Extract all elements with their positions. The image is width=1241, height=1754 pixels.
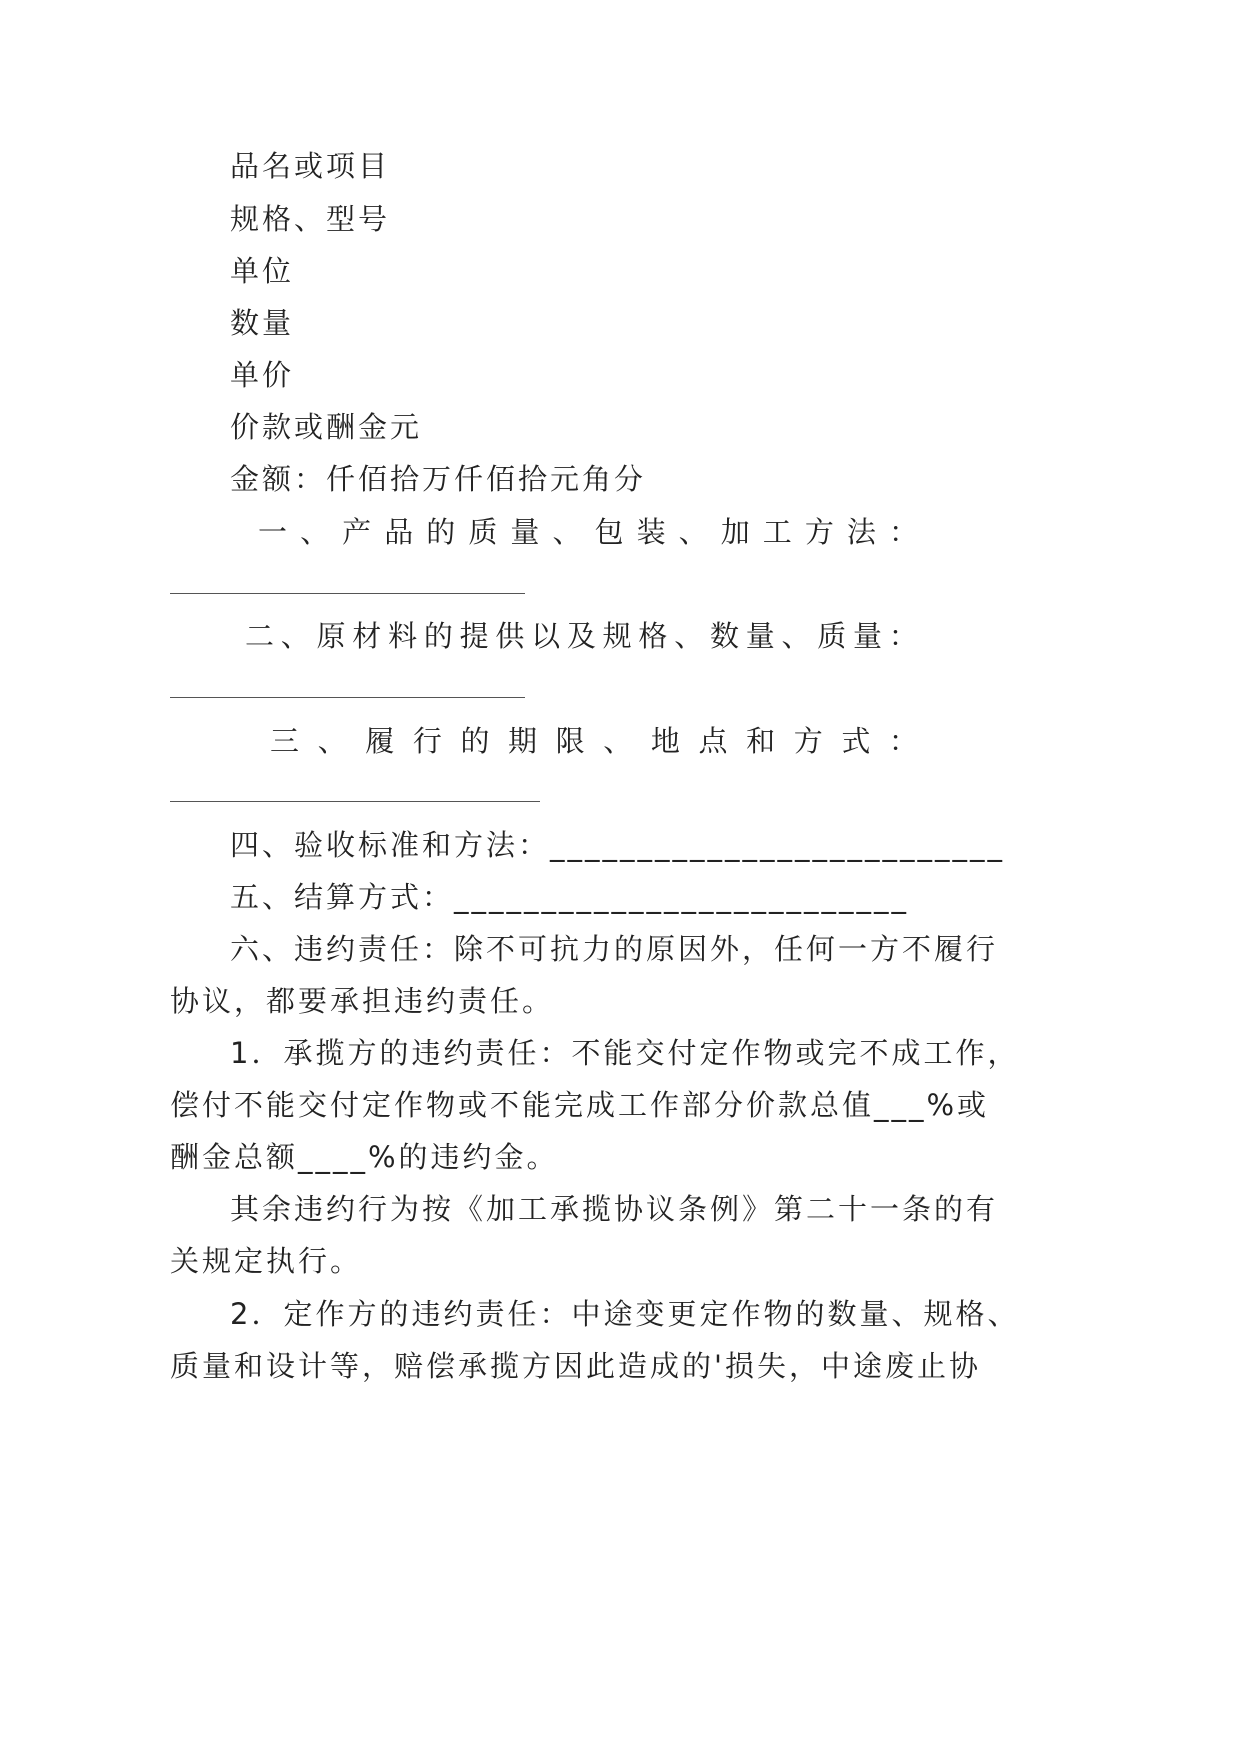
heading-char: 、 <box>781 619 811 653</box>
heading-char: 期 <box>508 724 538 758</box>
clause-2-blank <box>170 697 525 698</box>
heading-char: 和 <box>746 724 776 758</box>
heading-char: 的 <box>460 724 490 758</box>
item-spec-model: 规格、型号 <box>230 202 391 236</box>
heading-char: 料 <box>388 619 418 653</box>
heading-char: ： <box>888 515 918 549</box>
heading-char: 履 <box>365 724 395 758</box>
clause-6-line2: 协议，都要承担违约责任。 <box>170 984 555 1018</box>
heading-char: 点 <box>698 724 728 758</box>
heading-char: 三 <box>270 724 300 758</box>
item-product-name: 品名或项目 <box>230 149 391 183</box>
heading-char: 限 <box>555 724 585 758</box>
heading-char: 、 <box>317 724 347 758</box>
heading-char: 、 <box>674 619 704 653</box>
heading-char: 质 <box>468 515 498 549</box>
heading-char: 及 <box>566 619 596 653</box>
liability-orderer-line1: 2．定作方的违约责任：中途变更定作物的数量、规格、 <box>230 1297 1020 1331</box>
liability-contractor-line1: 1．承揽方的违约责任：不能交付定作物或完不成工作， <box>230 1036 1020 1070</box>
clause-4-acceptance: 四、验收标准和方法：__________________________ <box>230 828 1006 862</box>
clause-1-blank <box>170 593 525 594</box>
clause-6-line1: 六、违约责任：除不可抗力的原因外，任何一方不履行 <box>230 932 999 966</box>
heading-char: 、 <box>300 515 330 549</box>
item-amount: 金额：仟佰拾万仟佰拾元角分 <box>230 462 647 496</box>
heading-char: 行 <box>412 724 442 758</box>
heading-char: 法 <box>846 515 876 549</box>
heading-char: 规 <box>602 619 632 653</box>
clause-1-heading <box>258 512 918 552</box>
heading-char: 提 <box>459 619 489 653</box>
item-price-or-fee: 价款或酬金元 <box>230 410 423 444</box>
heading-char: 产 <box>342 515 372 549</box>
item-unit: 单位 <box>230 254 295 288</box>
liability-contractor-line3: 酬金总额____%的违约金。 <box>170 1140 559 1174</box>
item-unit-price: 单价 <box>230 358 295 392</box>
heading-char: 质 <box>817 619 847 653</box>
heading-char: 、 <box>603 724 633 758</box>
heading-char: 、 <box>678 515 708 549</box>
heading-char: 方 <box>793 724 823 758</box>
clause-2-heading <box>245 616 918 656</box>
heading-char: 格 <box>638 619 668 653</box>
heading-char: ： <box>888 724 918 758</box>
heading-char: 的 <box>426 515 456 549</box>
heading-char: 供 <box>495 619 525 653</box>
clause-5-settlement: 五、结算方式：__________________________ <box>230 880 910 914</box>
heading-char: 的 <box>423 619 453 653</box>
heading-char: 量 <box>745 619 775 653</box>
heading-char: 装 <box>636 515 666 549</box>
heading-char: 量 <box>853 619 883 653</box>
heading-char: 式 <box>841 724 871 758</box>
heading-char: 二 <box>245 619 275 653</box>
heading-char: 以 <box>531 619 561 653</box>
liability-orderer-line2: 质量和设计等，赔偿承揽方因此造成的'损失，中途废止协 <box>170 1349 981 1383</box>
heading-char: 一 <box>258 515 288 549</box>
heading-char: 、 <box>280 619 310 653</box>
heading-char: 原 <box>316 619 346 653</box>
heading-char: 包 <box>594 515 624 549</box>
heading-char: 地 <box>650 724 680 758</box>
heading-char: ： <box>888 619 918 653</box>
heading-char: 、 <box>552 515 582 549</box>
heading-char: 品 <box>384 515 414 549</box>
item-quantity: 数量 <box>230 306 295 340</box>
clause-3-heading <box>270 721 918 761</box>
liability-contractor-line2: 偿付不能交付定作物或不能完成工作部分价款总值___%或 <box>170 1088 990 1122</box>
heading-char: 数 <box>709 619 739 653</box>
heading-char: 加 <box>720 515 750 549</box>
liability-other-line2: 关规定执行。 <box>170 1244 363 1278</box>
heading-char: 量 <box>510 515 540 549</box>
heading-char: 工 <box>762 515 792 549</box>
heading-char: 材 <box>352 619 382 653</box>
heading-char: 方 <box>804 515 834 549</box>
liability-other-line1: 其余违约行为按《加工承揽协议条例》第二十一条的有 <box>230 1192 999 1226</box>
clause-3-blank <box>170 801 540 802</box>
